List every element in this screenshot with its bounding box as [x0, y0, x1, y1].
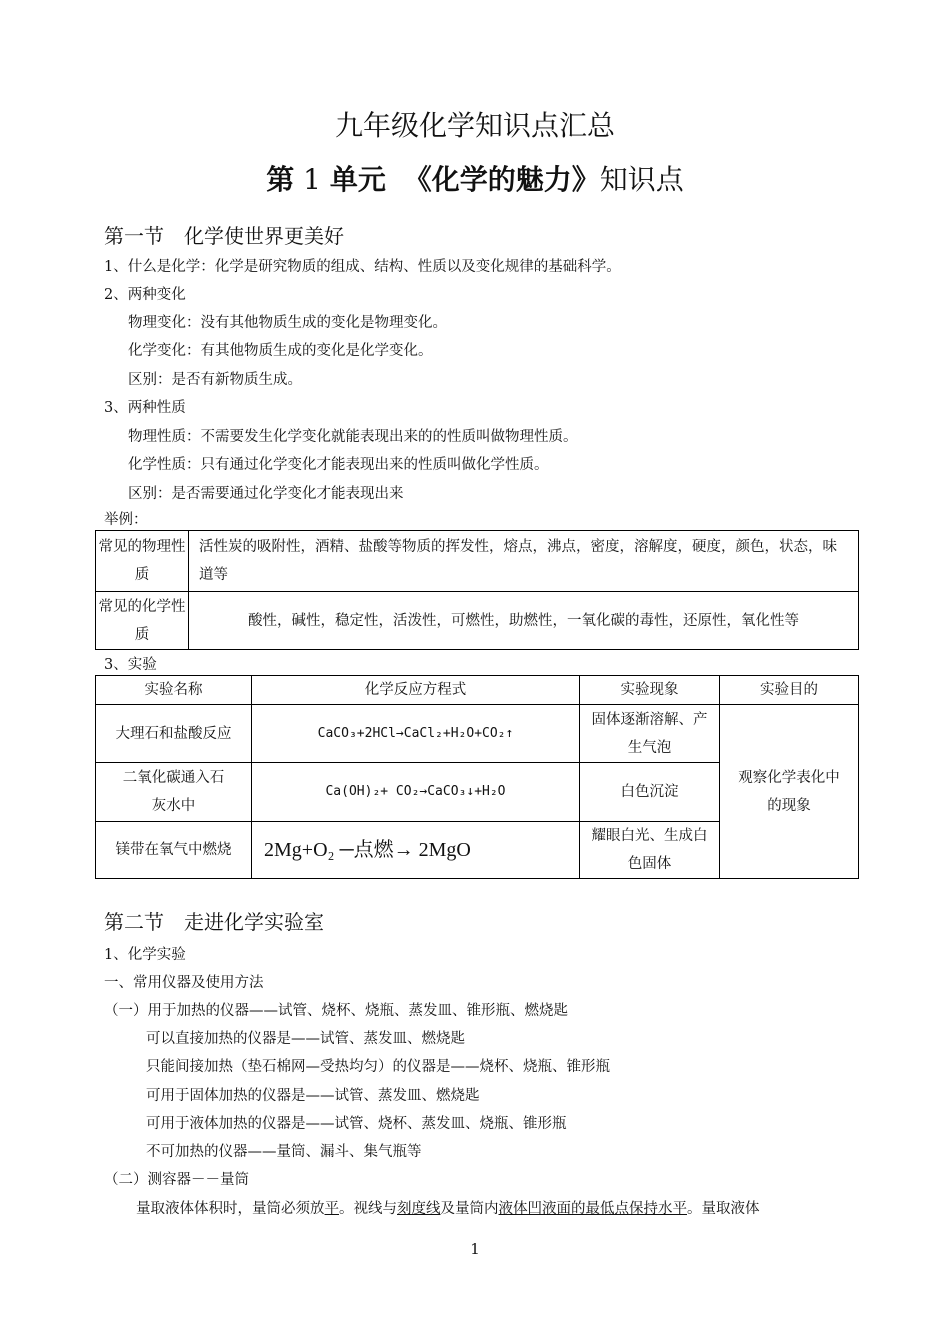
- table-cell-label: 常见的物理性质: [96, 531, 189, 592]
- experiment-equation: 2Mg+O₂ ─点燃→ 2MgO: [252, 822, 580, 879]
- line-measuring-cylinder: （二）测容器－－量筒: [104, 1172, 249, 1188]
- table-row: [96, 705, 859, 763]
- line-chemical-property: 化学性质：只有通过化学变化才能表现出来的性质叫做化学性质。: [128, 457, 549, 473]
- line-what-is-chem: 1、什么是化学：化学是研究物质的组成、结构、性质以及变化规律的基础科学。: [104, 259, 621, 275]
- text-segment: 。视线与: [339, 1201, 397, 1217]
- experiment-equation: Ca(OH)₂+ CO₂→CaCO₃↓+H₂O: [252, 763, 580, 822]
- experiment-name: 二氧化碳通入石灰水中: [96, 763, 252, 822]
- line-property-diff: 区别：是否需要通过化学变化才能表现出来: [128, 486, 404, 502]
- table-row: [96, 531, 859, 592]
- table-row: [96, 592, 859, 650]
- table-header: 实验现象: [580, 676, 720, 705]
- experiment-phenomenon: 耀眼白光、生成白色固体: [580, 822, 720, 879]
- line-two-changes: 2、两种变化: [104, 287, 186, 303]
- unit-name: 《化学的魅力》: [403, 163, 600, 196]
- experiment-equation: CaCO₃+2HCl→CaCl₂+H₂O+CO₂↑: [252, 705, 580, 763]
- page-number: 1: [470, 1240, 480, 1258]
- line-physical-change: 物理变化：没有其他物质生成的变化是物理变化。: [128, 315, 447, 331]
- text-segment: 量取液体体积时，量筒必须放: [136, 1201, 325, 1217]
- line-common-instruments: 一、常用仪器及使用方法: [104, 975, 264, 991]
- line-liquid-heat: 可用于液体加热的仪器是——试管、烧杯、蒸发皿、烧瓶、锥形瓶: [146, 1116, 567, 1132]
- line-solid-heat: 可用于固体加热的仪器是——试管、蒸发皿、燃烧匙: [146, 1088, 480, 1104]
- experiment-phenomenon: 固体逐渐溶解、产生气泡: [580, 705, 720, 763]
- unit-suffix: 知识点: [599, 163, 684, 196]
- line-cylinder-reading: [136, 1197, 760, 1218]
- line-not-heatable: 不可加热的仪器——量筒、漏斗、集气瓶等: [146, 1144, 422, 1160]
- properties-table: [95, 530, 859, 650]
- experiments-table: [95, 675, 859, 879]
- experiment-name: 大理石和盐酸反应: [96, 705, 252, 763]
- table-header: 实验目的: [720, 676, 859, 705]
- table-cell-label: 常见的化学性质: [96, 592, 189, 650]
- document-title: 九年级化学知识点汇总: [334, 109, 615, 142]
- table-header: 化学反应方程式: [252, 676, 580, 705]
- line-indirect-heat: 只能间接加热（垫石棉网—受热均匀）的仪器是——烧杯、烧瓶、锥形瓶: [146, 1059, 610, 1075]
- table-cell-text: 酸性，碱性，稳定性，活泼性，可燃性，助燃性，一氧化碳的毒性，还原性，氧化性等: [189, 592, 859, 650]
- line-chemical-change: 化学变化：有其他物质生成的变化是化学变化。: [128, 343, 433, 359]
- experiment-purpose: 观察化学表化中的现象: [720, 705, 859, 879]
- line-change-diff: 区别：是否有新物质生成。: [128, 372, 302, 388]
- table-header: 实验名称: [96, 676, 252, 705]
- experiments-heading: 3、实验: [104, 657, 157, 673]
- table-header-row: [96, 676, 859, 705]
- underlined-text: 平: [324, 1201, 339, 1217]
- text-segment: 及量筒内: [440, 1201, 499, 1217]
- line-heating-instruments: （一）用于加热的仪器——试管、烧杯、烧瓶、蒸发皿、锥形瓶、燃烧匙: [104, 1003, 568, 1019]
- unit-word: 单元: [329, 163, 386, 196]
- table-cell-text: 活性炭的吸附性，酒精、盐酸等物质的挥发性，熔点，沸点，密度，溶解度，硬度，颜色，状态，味道等: [189, 531, 859, 592]
- underlined-text: 刻度线: [397, 1201, 441, 1217]
- unit-title: [0, 158, 950, 198]
- section2-heading: 第二节 走进化学实验室: [104, 910, 324, 934]
- unit-prefix: 第: [266, 163, 295, 196]
- experiment-phenomenon: 白色沉淀: [580, 763, 720, 822]
- text-segment: 。量取液体: [687, 1201, 760, 1217]
- line-direct-heat: 可以直接加热的仪器是——试管、蒸发皿、燃烧匙: [146, 1031, 465, 1047]
- line-chem-experiment: 1、化学实验: [104, 947, 186, 963]
- unit-number: 1: [303, 163, 321, 196]
- section1-heading: 第一节 化学使世界更美好: [104, 224, 344, 248]
- underlined-text: 液体凹液面的最低点保持水平: [498, 1201, 687, 1217]
- line-physical-property: 物理性质：不需要发生化学变化就能表现出来的的性质叫做物理性质。: [128, 429, 578, 445]
- experiment-name: 镁带在氧气中燃烧: [96, 822, 252, 879]
- line-two-properties: 3、两种性质: [104, 400, 186, 416]
- line-examples: 举例：: [104, 512, 148, 528]
